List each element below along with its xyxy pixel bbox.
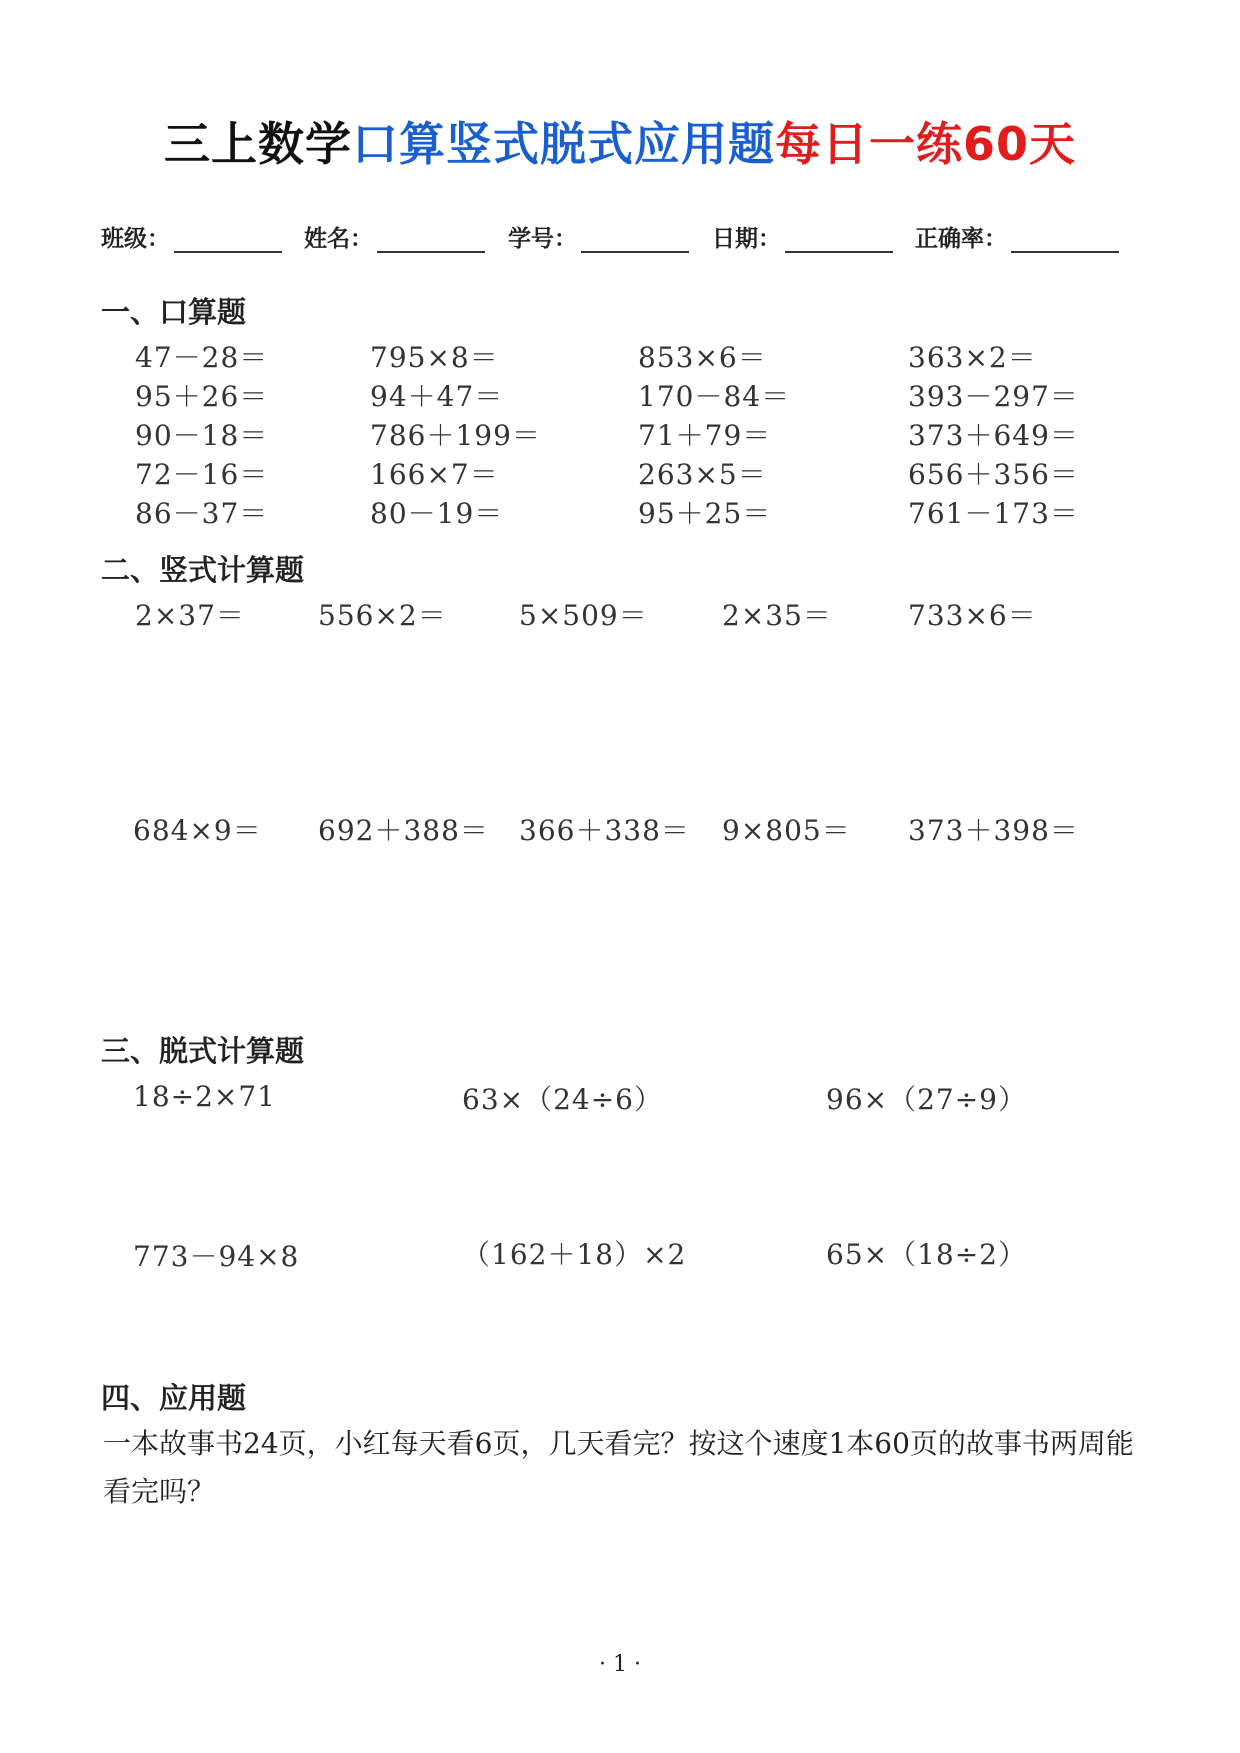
oral-problem: 95＋26＝ — [135, 380, 269, 413]
oral-problem: 363×2＝ — [908, 341, 1037, 374]
accuracy-blank[interactable] — [1011, 221, 1119, 253]
vertical-problem: 684×9＝ — [133, 814, 262, 847]
oral-problem: 86－37＝ — [135, 497, 269, 530]
stepwise-problem: 63×（24÷6） — [462, 1083, 663, 1116]
info-label-student-id: 学号： — [508, 226, 577, 252]
info-label-name: 姓名： — [304, 226, 373, 252]
section-heading-application: 四、应用题 — [101, 1381, 247, 1415]
oral-problem: 166×7＝ — [370, 458, 499, 491]
stepwise-problem: 96×（27÷9） — [826, 1083, 1027, 1116]
oral-problem: 71＋79＝ — [638, 419, 772, 452]
class-blank[interactable] — [174, 221, 282, 253]
section-heading-oral: 一、口算题 — [101, 295, 247, 329]
oral-problem: 786＋199＝ — [370, 419, 541, 452]
title-part-grade: 三上数学 — [163, 117, 352, 171]
section-heading-vertical: 二、竖式计算题 — [101, 553, 305, 587]
vertical-problem: 692＋388＝ — [318, 814, 489, 847]
oral-problem: 90－18＝ — [135, 419, 269, 452]
oral-problem: 95＋25＝ — [638, 497, 772, 530]
info-label-class: 班级： — [101, 226, 170, 252]
info-date — [712, 220, 893, 253]
vertical-problem: 2×37＝ — [135, 599, 245, 632]
info-label-accuracy: 正确率： — [915, 226, 1007, 252]
page-number: · 1 · — [599, 1652, 641, 1677]
info-label-date: 日期： — [712, 226, 781, 252]
stepwise-problem: 18÷2×71 — [133, 1080, 276, 1113]
oral-problem: 853×6＝ — [638, 341, 767, 374]
stepwise-problem: （162＋18）×2 — [462, 1238, 687, 1271]
oral-problem: 47－28＝ — [135, 341, 269, 374]
vertical-problem: 733×6＝ — [908, 599, 1037, 632]
info-student-id — [508, 220, 689, 253]
oral-problem: 795×8＝ — [370, 341, 499, 374]
oral-problem: 80－19＝ — [370, 497, 504, 530]
application-problem-text: 一本故事书24页，小红每天看6页，几天看完？按这个速度1本60页的故事书两周能看完吗？ — [103, 1427, 1134, 1508]
vertical-problem: 9×805＝ — [722, 814, 851, 847]
section-heading-stepwise: 三、脱式计算题 — [101, 1034, 305, 1068]
page-title — [0, 108, 1240, 174]
oral-problem: 94＋47＝ — [370, 380, 504, 413]
vertical-problem: 556×2＝ — [318, 599, 447, 632]
stepwise-problem: 65×（18÷2） — [826, 1238, 1027, 1271]
oral-problem: 170－84＝ — [638, 380, 791, 413]
oral-problem: 373＋649＝ — [908, 419, 1079, 452]
oral-problem: 656＋356＝ — [908, 458, 1079, 491]
oral-problem: 393－297＝ — [908, 380, 1079, 413]
name-blank[interactable] — [377, 221, 485, 253]
info-class — [101, 220, 282, 253]
title-part-daily: 每日一练60天 — [774, 117, 1076, 171]
student-id-blank[interactable] — [581, 221, 689, 253]
vertical-problem: 366＋338＝ — [519, 814, 690, 847]
info-name — [304, 220, 485, 253]
vertical-problem: 5×509＝ — [519, 599, 648, 632]
date-blank[interactable] — [785, 221, 893, 253]
title-part-topics: 口算竖式脱式应用题 — [351, 117, 775, 171]
vertical-problem: 373＋398＝ — [908, 814, 1079, 847]
oral-problem: 72－16＝ — [135, 458, 269, 491]
stepwise-problem: 773－94×8 — [133, 1240, 300, 1273]
info-accuracy — [915, 220, 1119, 253]
oral-problem: 761－173＝ — [908, 497, 1079, 530]
vertical-problem: 2×35＝ — [722, 599, 832, 632]
oral-problem: 263×5＝ — [638, 458, 767, 491]
